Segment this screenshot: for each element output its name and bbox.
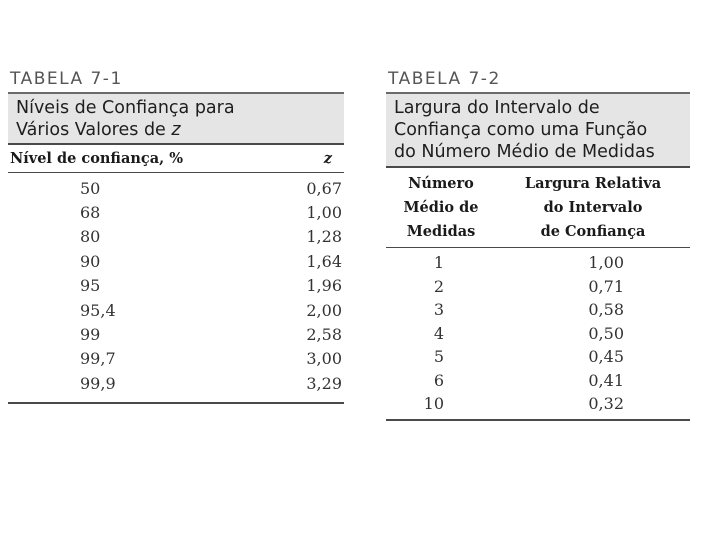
caption-line: do Número Médio de Medidas	[394, 142, 655, 162]
cell-z: 1,96	[306, 276, 342, 296]
cell-z: 3,29	[306, 373, 342, 393]
header-line: Número	[408, 174, 474, 192]
cell-z: 0,67	[306, 178, 342, 198]
column-header-measurements	[386, 172, 496, 244]
header-line: Medidas	[406, 222, 476, 240]
caption-line: Largura do Intervalo de	[394, 98, 600, 118]
cell-z: 3,00	[306, 349, 342, 369]
table-row	[8, 298, 344, 322]
table-row	[386, 392, 690, 416]
cell-confidence: 95	[80, 276, 101, 296]
cell-confidence: 50	[80, 178, 101, 198]
header-line: Largura Relativa	[524, 174, 662, 192]
table-row	[386, 251, 690, 275]
table-row	[8, 371, 344, 395]
table-row	[8, 249, 344, 273]
cell-confidence: 80	[80, 227, 101, 247]
cell-z: 1,00	[306, 203, 342, 223]
cell-z: 1,64	[306, 251, 342, 271]
table-7-1	[8, 68, 344, 404]
cell-relative-width: 0,50	[588, 323, 624, 343]
cell-relative-width: 0,45	[588, 347, 624, 367]
cell-measurements: 5	[433, 347, 444, 367]
table-row	[8, 347, 344, 371]
table-row	[8, 200, 344, 224]
cell-measurements: 10	[423, 394, 444, 414]
cell-relative-width: 0,32	[588, 394, 624, 414]
cell-measurements: 6	[433, 370, 444, 390]
cell-z: 1,28	[306, 227, 342, 247]
cell-z: 2,00	[306, 300, 342, 320]
cell-relative-width: 0,71	[588, 276, 624, 296]
table-header	[386, 166, 690, 248]
cell-measurements: 2	[433, 276, 444, 296]
cell-measurements: 1	[433, 253, 444, 273]
column-header-confidence: Nível de confiança, %	[10, 150, 184, 167]
table-label: TABELA 7-2	[388, 69, 501, 89]
column-header-z: z	[323, 150, 332, 167]
table-row	[386, 322, 690, 346]
table-row	[8, 322, 344, 346]
cell-confidence: 68	[80, 203, 101, 223]
header-line: Médio de	[403, 198, 479, 216]
table-label: TABELA 7-1	[10, 69, 123, 89]
cell-confidence: 95,4	[80, 300, 116, 320]
table-row	[386, 298, 690, 322]
column-header-relative-width	[496, 172, 690, 244]
cell-measurements: 3	[433, 300, 444, 320]
table-row	[8, 274, 344, 298]
table-row	[386, 369, 690, 393]
table-row	[386, 275, 690, 299]
table-header	[8, 143, 344, 173]
cell-confidence: 99,7	[80, 349, 116, 369]
cell-z: 2,58	[306, 325, 342, 345]
caption-line: Níveis de Confiança para	[16, 98, 235, 118]
table-row	[8, 225, 344, 249]
table-caption	[8, 92, 344, 143]
header-line: do Intervalo	[543, 198, 643, 216]
cell-confidence: 90	[80, 251, 101, 271]
cell-confidence: 99	[80, 325, 101, 345]
table-7-2	[386, 68, 690, 421]
cell-relative-width: 1,00	[588, 253, 624, 273]
table-body	[386, 248, 690, 421]
caption-line: Confiança como uma Função	[394, 120, 648, 140]
table-row	[386, 345, 690, 369]
caption-variable: z	[171, 120, 181, 140]
cell-confidence: 99,9	[80, 373, 116, 393]
caption-line	[16, 119, 336, 141]
table-row	[8, 176, 344, 200]
header-line: de Confiança	[540, 222, 646, 240]
cell-relative-width: 0,41	[588, 370, 624, 390]
table-caption	[386, 92, 690, 166]
cell-relative-width: 0,58	[588, 300, 624, 320]
table-body	[8, 173, 344, 404]
caption-text: Vários Valores de	[16, 120, 172, 140]
cell-measurements: 4	[433, 323, 444, 343]
